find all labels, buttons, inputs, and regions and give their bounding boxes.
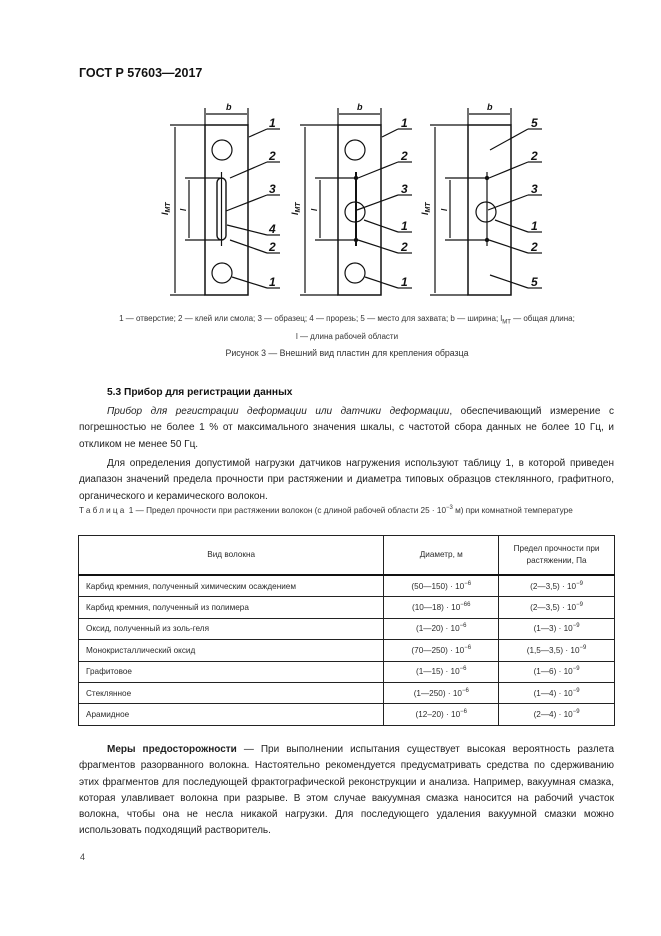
- svg-text:lМТ: $l_{МТ}$: [160, 202, 172, 215]
- fiber-type: Оксид, полученный из золь-геля: [79, 618, 384, 639]
- panel-b: [300, 108, 412, 295]
- tensile-strength: (1—6) · $10^{-9}$: [499, 661, 615, 682]
- fiber-type: Графитовое: [79, 661, 384, 682]
- diameter: (50—150) · $10^{-6}$: [384, 575, 499, 597]
- header-tensile-strength: Предел прочности при растяжении, Па: [499, 536, 615, 576]
- svg-text:3: 3: [401, 182, 408, 196]
- fiber-type: Стеклянное: [79, 682, 384, 703]
- diameter: (1—20) · $10^{-6}$: [384, 618, 499, 639]
- table-title-text: 1 — Предел прочности при растяжении волокон (с длиной рабочей области 25 · 10: [126, 506, 447, 515]
- svg-text:2: 2: [401, 149, 408, 163]
- table-row: [79, 704, 615, 725]
- svg-text:lМТ: $l_{МТ}$: [290, 202, 302, 215]
- fiber-type: Монокристаллический оксид: [79, 640, 384, 661]
- figure-3-diagram: [150, 95, 570, 305]
- fiber-type: Карбид кремния, полученный химическим осаждением: [79, 575, 384, 597]
- table-title-exponent: −3: [446, 505, 453, 511]
- svg-text:2: 2: [531, 240, 538, 254]
- header-fiber-type: Вид волокна: [79, 536, 384, 576]
- svg-text:l: l: [179, 208, 188, 211]
- svg-text:3: 3: [531, 182, 538, 196]
- paragraph-text: , обеспечивающий измерение с погрешностью не более 1 % от максимального значения шкалы, с частотой сбора данных не более 10 Гц, и откликом не менее 50 Гц.: [79, 406, 614, 450]
- document-header: ГОСТ Р 57603—2017: [79, 66, 203, 80]
- italic-term: Прибор для регистрации деформации или датчики деформации: [107, 406, 450, 417]
- table-row: [79, 661, 615, 682]
- paragraph-precautions: [79, 742, 614, 840]
- diameter: (10—18) · $10^{-66}$: [384, 597, 499, 618]
- svg-text:1: 1: [269, 116, 276, 130]
- svg-text:l: l: [440, 208, 449, 211]
- tensile-strength: (1—3) · $10^{-9}$: [499, 618, 615, 639]
- tensile-strength: (2—3,5) · $10^{-9}$: [499, 597, 615, 618]
- svg-text:1: 1: [531, 219, 538, 233]
- panel-a-labels: [160, 102, 276, 289]
- svg-text:b: b: [357, 102, 363, 112]
- svg-text:3: 3: [269, 182, 276, 196]
- table-row: [79, 597, 615, 618]
- tensile-strength: (2—4) · $10^{-9}$: [499, 704, 615, 725]
- svg-text:2: 2: [269, 149, 276, 163]
- tensile-strength: (2—3,5) · $10^{-9}$: [499, 575, 615, 597]
- svg-text:lМТ: $l_{МТ}$: [420, 202, 432, 215]
- table-row: [79, 682, 615, 703]
- legend-line-1: 1 — отверстие; 2 — клей или смола; 3 — образец; 4 — прорезь; 5 — место для захвата; b — ширина; l: [119, 314, 503, 323]
- table-row: [79, 575, 615, 597]
- table-label: Таблица: [79, 506, 127, 515]
- svg-text:b: b: [487, 102, 493, 112]
- table-row: [79, 618, 615, 639]
- svg-text:b: b: [226, 102, 232, 112]
- diameter: $(12-20) \cdot 10^{-6}$: [384, 704, 499, 725]
- fiber-strength-table: [78, 535, 615, 726]
- panel-c: [430, 108, 542, 295]
- section-heading: 5.3 Прибор для регистрации данных: [107, 387, 293, 398]
- paragraph-table-reference: [79, 456, 614, 505]
- svg-text:1: 1: [401, 219, 408, 233]
- svg-text:5: 5: [531, 116, 538, 130]
- precautions-heading: Меры предосторожности: [107, 744, 237, 755]
- fiber-type: Арамидное: [79, 704, 384, 725]
- table-header-row: [79, 536, 615, 576]
- svg-text:4: 4: [269, 222, 276, 236]
- svg-text:1: 1: [401, 116, 408, 130]
- paragraph-text: Для определения допустимой нагрузки датчиков нагружения используют таблицу 1, в которой приведен диапазон значений предела прочности при растяжении и диаметра типовых образцов стеклянного, графитного, органического и керамического волокон.: [79, 458, 614, 502]
- legend-line-2: l — длина рабочей области: [295, 331, 399, 341]
- figure-legend: [80, 312, 614, 343]
- page-number: 4: [80, 852, 86, 862]
- panel-b-labels: [290, 102, 408, 289]
- tensile-strength: (1—4) · $10^{-9}$: [499, 682, 615, 703]
- panel-a: [170, 108, 280, 295]
- header-diameter: Диаметр, м: [384, 536, 499, 576]
- svg-text:1: 1: [401, 275, 408, 289]
- diameter: (1—250) · $10^{-6}$: [384, 682, 499, 703]
- fiber-type: Карбид кремния, полученный из полимера: [79, 597, 384, 618]
- table-title-end: м) при комнатной температуре: [452, 506, 573, 515]
- tensile-strength: (1,5—3,5) · $10^{-9}$: [499, 640, 615, 661]
- svg-text:5: 5: [531, 275, 538, 289]
- svg-text:l: l: [310, 208, 319, 211]
- svg-text:2: 2: [531, 149, 538, 163]
- panel-c-labels: [420, 102, 538, 289]
- diameter: (1—15) · $10^{-6}$: [384, 661, 499, 682]
- paragraph-recording-device: [79, 404, 614, 453]
- diameter: (70—250) · $10^{-6}$: [384, 640, 499, 661]
- precautions-text: — При выполнении испытания существует высокая вероятность разлета фрагментов разорванного волокна. Настоятельно рекомендуется предусматривать средства по сдерживанию этих фрагментов для последующей фрактографической реконструкции и анализа. Например, вакуумная смазка, которая улавливает волокна при разрыве. В этом случае вакуумная смазка наносится на рабочий участок волокна, чтобы она не несла никакой нагрузки. Для последующего удаления вакуумной смазки можно использовать подходящий растворитель.: [79, 744, 614, 837]
- svg-text:1: 1: [269, 275, 276, 289]
- table-row: [79, 640, 615, 661]
- figure-caption: Рисунок 3 — Внешний вид пластин для крепления образца: [225, 348, 469, 358]
- svg-text:2: 2: [269, 240, 276, 254]
- table-title: [79, 505, 615, 517]
- svg-text:2: 2: [401, 240, 408, 254]
- legend-line-1-end: — общая длина;: [510, 314, 575, 323]
- legend-subscript: МТ: [502, 319, 511, 326]
